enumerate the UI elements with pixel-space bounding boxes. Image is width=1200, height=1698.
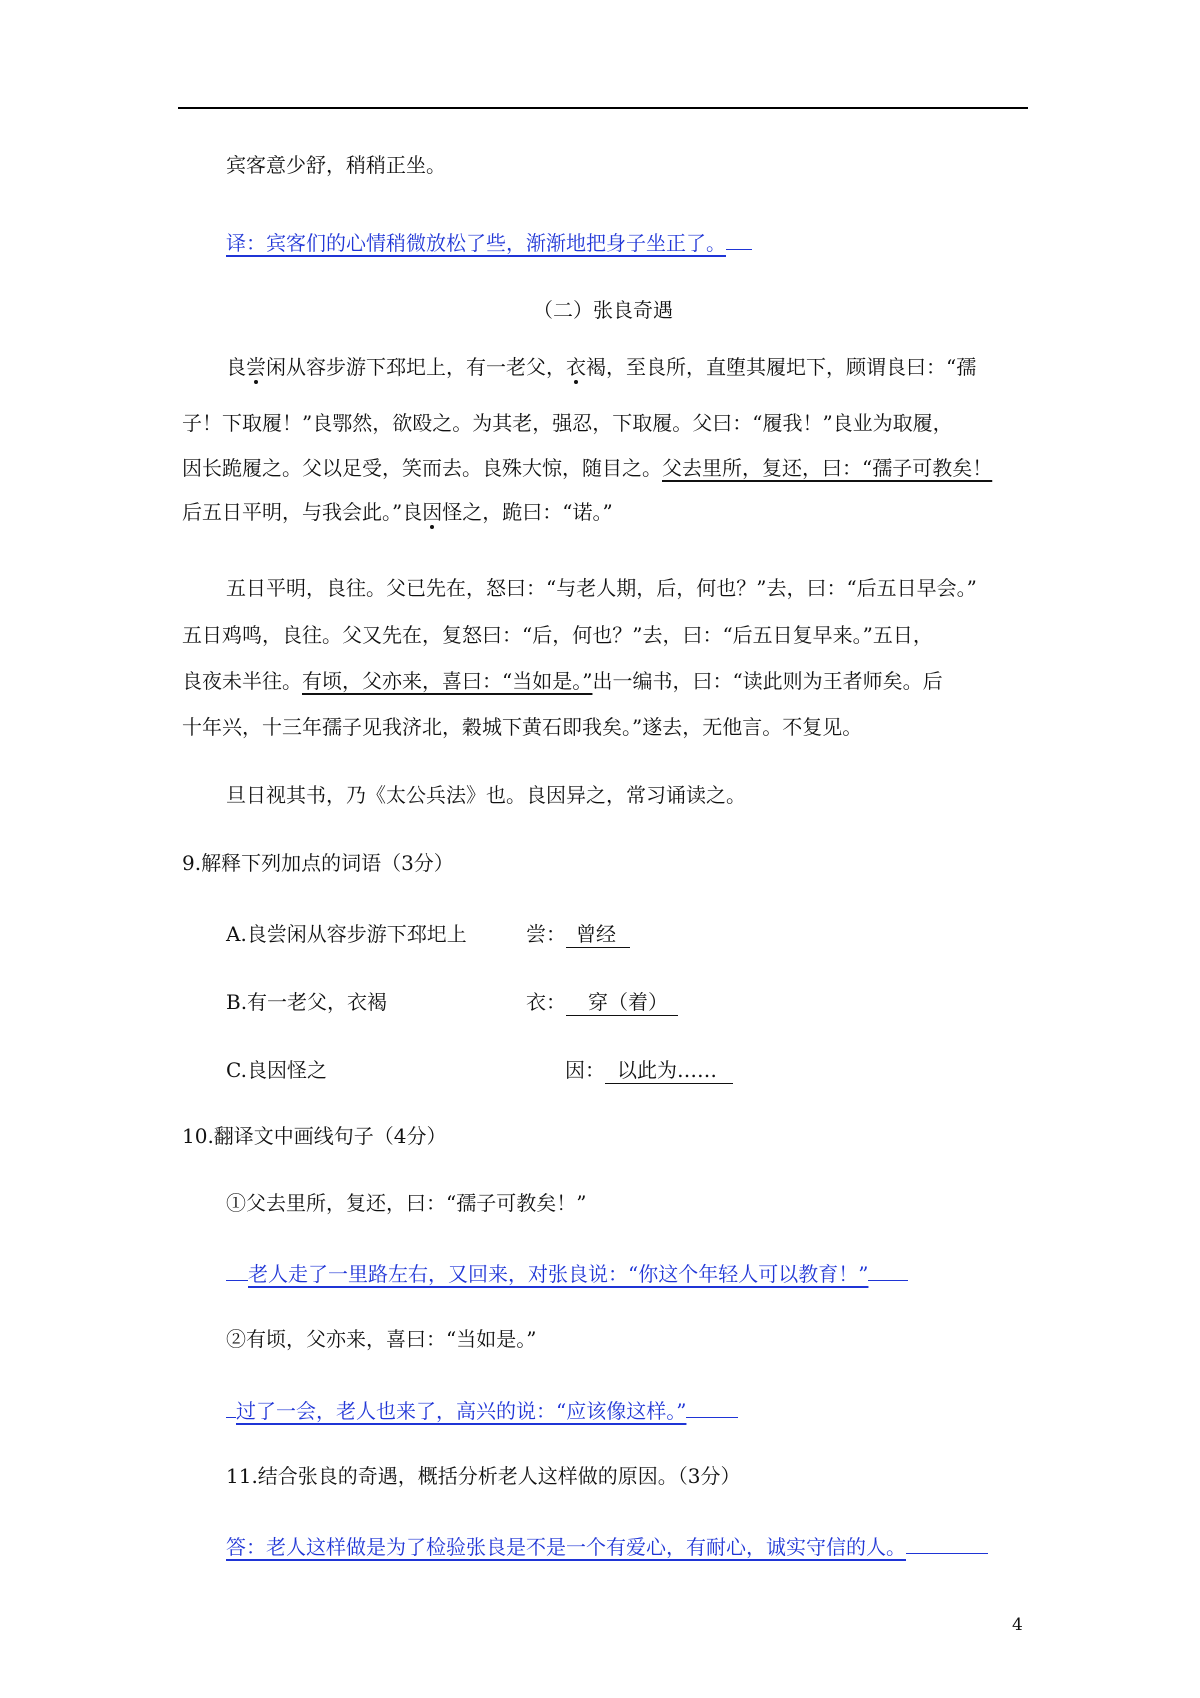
page-number: 4 xyxy=(1012,1615,1023,1635)
q9-option-c: C.良因怪之 xyxy=(226,1058,327,1082)
para2-line4: 十年兴，十三年孺子见我济北，穀城下黄石即我矣。”遂去，无他言。不复见。 xyxy=(182,715,863,739)
q9-option-b: B.有一老父，衣褐 xyxy=(226,990,388,1014)
answer-blank-tail xyxy=(726,227,752,250)
para1-line2: 子！下取履！”良鄂然，欲殴之。为其老，强忍，下取履。父曰：“履我！”良业为取履， xyxy=(182,411,953,435)
underlined-sentence-1: 父去里所，复还，曰：“孺子可教矣！ xyxy=(662,456,993,480)
q10-title: 10.翻译文中画线句子（4分） xyxy=(182,1124,447,1148)
q10-answer-1: 老人走了一里路左右，又回来，对张良说：“你这个年轻人可以教育！” xyxy=(226,1258,908,1287)
para2-line2: 五日鸡鸣，良往。父又先在，复怒曰：“后，何也？”去，曰：“后五日复早来。”五日， xyxy=(182,623,933,647)
previous-translation xyxy=(226,227,752,256)
section-title: （二）张良奇遇 xyxy=(533,298,673,322)
para1-line1: 良尝闲从容步游下邳圯上，有一老父，衣褐，至良所，直堕其履圯下，顾谓良曰：“孺 xyxy=(226,355,977,379)
q10-sentence-2: ②有顷，父亦来，喜曰：“当如是。” xyxy=(226,1327,537,1351)
q9-answer-b: 衣： 穿（着） xyxy=(526,986,678,1016)
para1-line4: 后五日平明，与我会此。”良因怪之，跪曰：“诺。” xyxy=(182,500,613,524)
q9-answer-a: 尝： 曾经 xyxy=(526,918,630,948)
q9-option-a: A.良尝闲从容步游下邳圯上 xyxy=(226,922,467,946)
q9-answer-c: 因： 以此为…… xyxy=(565,1054,733,1084)
header-rule xyxy=(178,107,1028,109)
dotted-word-yin: 因 xyxy=(422,500,443,524)
translation-answer: 译：宾客们的心情稍微放松了些，渐渐地把身子坐正了。 xyxy=(226,231,726,255)
q10-sentence-1: ①父去里所，复还，曰：“孺子可教矣！” xyxy=(226,1191,587,1215)
para1-line3: 因长跪履之。父以足受，笑而去。良殊大惊，随目之。父去里所，复还，曰：“孺子可教矣！ xyxy=(182,456,993,480)
para3: 旦日视其书，乃《太公兵法》也。良因异之，常习诵读之。 xyxy=(226,783,746,807)
dotted-word-yi: 衣 xyxy=(566,355,586,379)
dotted-word-chang: 尝 xyxy=(246,355,266,379)
q11-answer: 答：老人这样做是为了检验张良是不是一个有爱心，有耐心，诚实守信的人。 xyxy=(226,1531,988,1560)
q9-title: 9.解释下列加点的词语（3分） xyxy=(182,851,454,875)
para2-line1: 五日平明，良往。父已先在，怒曰：“与老人期，后，何也？”去，曰：“后五日早会。” xyxy=(226,576,977,600)
previous-sentence: 宾客意少舒，稍稍正坐。 xyxy=(226,153,446,177)
q11-title: 11.结合张良的奇遇，概括分析老人这样做的原因。（3分） xyxy=(226,1464,741,1488)
q10-answer-2: 过了一会，老人也来了，高兴的说：“应该像这样。” xyxy=(226,1395,738,1424)
underlined-sentence-2: 有顷，父亦来，喜曰：“当如是。” xyxy=(302,669,593,693)
para2-line3: 良夜未半往。有顷，父亦来，喜曰：“当如是。”出一编书，曰：“读此则为王者师矣。后 xyxy=(182,669,943,693)
